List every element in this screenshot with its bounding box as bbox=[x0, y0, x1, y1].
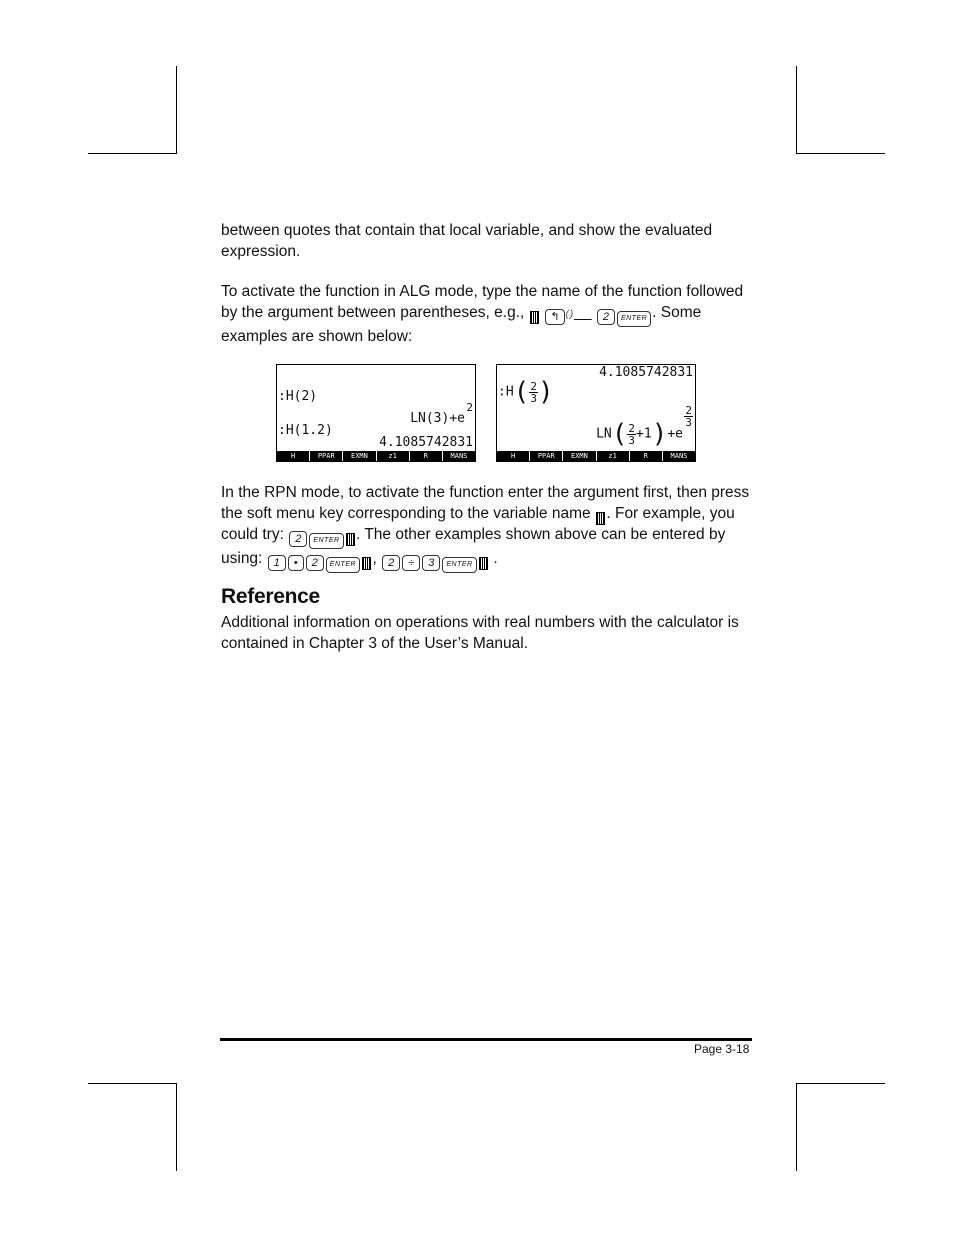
intro-paragraph: between quotes that contain that local variable, and show the evaluated expression. bbox=[221, 222, 713, 260]
parentheses-key-label: () bbox=[565, 308, 575, 320]
page-number: Page 3-18 bbox=[694, 1042, 750, 1056]
screen2-ln-fraction bbox=[627, 423, 636, 446]
crop-mark-top-left-horizontal bbox=[88, 153, 176, 154]
soft-menu-key-h bbox=[362, 557, 371, 570]
calculator-screen-2 bbox=[496, 364, 696, 462]
screen1-menu-item: MANS bbox=[442, 451, 475, 461]
screen1-menu-item: PPAR bbox=[309, 451, 342, 461]
left-shift-key: ↰ bbox=[545, 309, 564, 325]
crop-mark-bottom-right-vertical bbox=[796, 1083, 797, 1171]
screen2-menu-item: MANS bbox=[662, 451, 695, 461]
screen2-frac-num: 2 bbox=[530, 379, 537, 393]
screen2-exp-num: 2 bbox=[685, 404, 692, 417]
screen1-line-3: :H(1.2) bbox=[278, 423, 333, 438]
alg-text-2: . Some examples are shown below: bbox=[221, 303, 702, 345]
screen2-soft-menu bbox=[497, 451, 695, 461]
soft-menu-key-h bbox=[479, 557, 488, 570]
key-1: 1 bbox=[268, 555, 286, 571]
soft-menu-key-h bbox=[596, 512, 605, 525]
enter-key: ENTER bbox=[326, 557, 360, 573]
screen2-exp-fraction bbox=[684, 405, 693, 428]
key-divide: ÷ bbox=[402, 555, 420, 571]
screen2-exponent bbox=[684, 405, 693, 428]
key-2: 2 bbox=[382, 555, 400, 571]
enter-key: ENTER bbox=[617, 311, 651, 327]
screen1-soft-menu bbox=[277, 451, 475, 461]
soft-menu-key-h bbox=[530, 311, 539, 324]
rpn-text-3: . The other examples shown above can be entered by using: bbox=[221, 525, 726, 567]
crop-mark-top-right-vertical bbox=[796, 66, 797, 154]
crop-mark-bottom-right-horizontal bbox=[797, 1083, 885, 1084]
screen1-line-2-exponent: 2 bbox=[466, 401, 473, 414]
screen1-menu-item: z1 bbox=[376, 451, 409, 461]
rpn-text-2: . For example, you could try: bbox=[221, 504, 735, 543]
screen2-result: 4.1085742831 bbox=[599, 365, 693, 380]
reference-heading: Reference bbox=[221, 585, 320, 608]
screen1-line-2: LN(3)+e bbox=[410, 411, 465, 426]
screen2-menu-item: H bbox=[510, 452, 516, 460]
screen1-line-4: 4.1085742831 bbox=[379, 435, 473, 450]
screen2-frac-den: 3 bbox=[530, 391, 537, 405]
screen2-prompt bbox=[498, 379, 554, 405]
rpn-end: . bbox=[493, 549, 498, 567]
screen2-paren-close: ) bbox=[537, 377, 554, 407]
key-2: 2 bbox=[289, 531, 307, 547]
rpn-text-1: In the RPN mode, to activate the function enter the argument first, then press the soft menu key corresponding to the variable name bbox=[221, 484, 750, 522]
enter-key: ENTER bbox=[309, 533, 343, 549]
alg-paragraph: To activate the function in ALG mode, type the name of the function followed by the argument between parentheses, e.g., ↰ ()__ 2 ENTER . Some examples are shown below: bbox=[221, 283, 744, 345]
screen2-menu-item: PPAR bbox=[529, 451, 562, 461]
screen2-menu-item: R bbox=[629, 451, 662, 461]
footer-rule bbox=[220, 1038, 752, 1041]
screen2-ln-frac-den: 3 bbox=[628, 433, 636, 447]
screen2-fraction bbox=[529, 381, 538, 404]
screen2-exp-den: 3 bbox=[685, 416, 692, 429]
crop-mark-top-left-vertical bbox=[176, 66, 177, 154]
key-2: 2 bbox=[306, 555, 324, 571]
screen2-plus-one: +1 bbox=[636, 426, 652, 442]
screen2-prompt-prefix: :H bbox=[498, 384, 514, 400]
key-2: 2 bbox=[597, 309, 615, 325]
key-3: 3 bbox=[422, 555, 440, 571]
crop-mark-bottom-left-vertical bbox=[176, 1083, 177, 1171]
enter-key: ENTER bbox=[442, 557, 476, 573]
crop-mark-bottom-left-horizontal bbox=[88, 1083, 176, 1084]
screen2-ln-paren-close: ) bbox=[651, 419, 668, 449]
soft-menu-key-h bbox=[346, 533, 355, 546]
screen2-e: +e bbox=[667, 426, 683, 442]
screen1-line-1: :H(2) bbox=[278, 389, 318, 404]
rpn-separator: , bbox=[372, 549, 377, 567]
reference-paragraph: Additional information on operations with real numbers with the calculator is contained in Chapter 3 of the User’s Manual. bbox=[221, 614, 739, 652]
crop-mark-top-right-horizontal bbox=[797, 153, 885, 154]
screen2-menu-item: z1 bbox=[596, 451, 629, 461]
screen2-expression bbox=[596, 421, 683, 447]
screen2-ln: LN bbox=[596, 426, 612, 442]
screen2-paren-open: ( bbox=[513, 377, 530, 407]
screen2-menu-item: EXMN bbox=[562, 451, 595, 461]
calculator-screen-1 bbox=[276, 364, 476, 462]
screen1-menu-item: EXMN bbox=[342, 451, 375, 461]
screen1-menu-item: H bbox=[290, 452, 296, 460]
screen2-ln-frac-num: 2 bbox=[628, 421, 636, 435]
screen1-menu-item: R bbox=[409, 451, 442, 461]
alg-text-1: To activate the function in ALG mode, type the name of the function followed by the argument between parentheses, e.g., bbox=[221, 283, 744, 321]
rpn-paragraph bbox=[221, 483, 761, 573]
key-decimal-point: • bbox=[288, 555, 304, 571]
screen2-ln-paren-open: ( bbox=[611, 419, 628, 449]
